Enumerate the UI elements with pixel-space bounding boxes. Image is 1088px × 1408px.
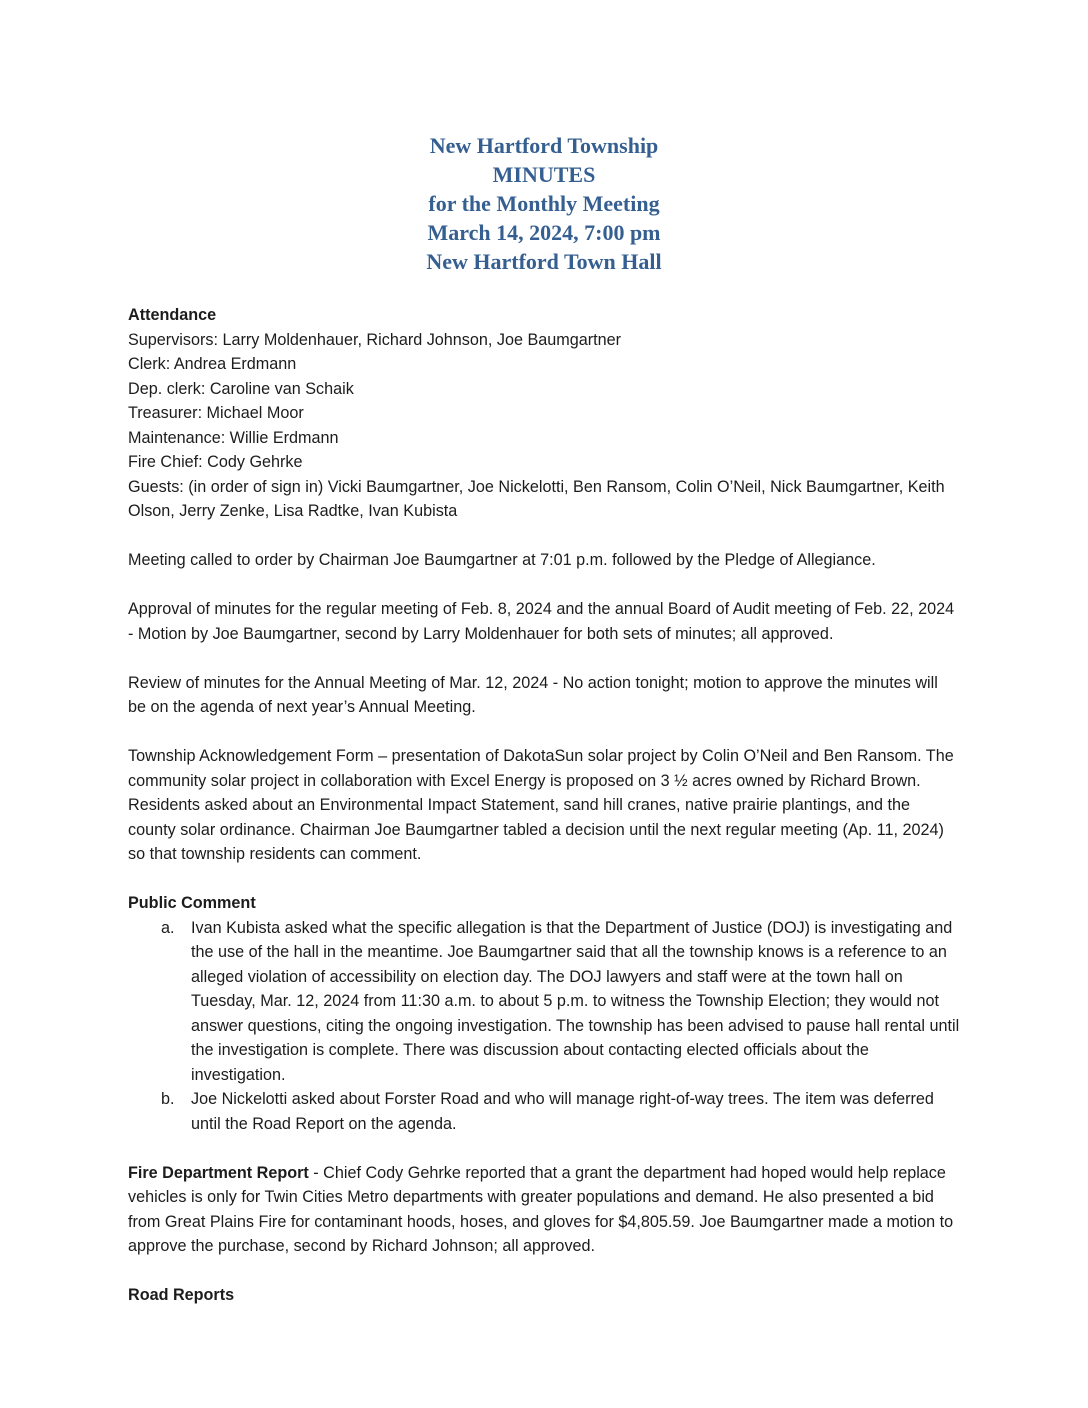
public-comment-item-a: [161, 916, 960, 1088]
attendance-guests: Guests: (in order of sign in) Vicki Baumgartner, Joe Nickelotti, Ben Ransom, Colin O’Neil, Nick Baumgartner, Keith Olson, Jerry Zenke, Lisa Radtke, Ivan Kubista: [128, 477, 945, 520]
public-comment-item-b: [161, 1087, 960, 1136]
list-item-text: Ivan Kubista asked what the specific allegation is that the Department of Justice (DOJ) is investigating and the use of the hall in the meantime. Joe Baumgartner said that all the township knows is a reference to an alleged violation of accessibility on election day. The DOJ lawyers and staff were at the town hall on Tuesday, Mar. 12, 2024 from 11:30 a.m. to about 5 p.m. to witness the Township Election; they would not answer questions, citing the ongoing investigation. The township has been advised to pause hall rental until the investigation is complete. There was discussion about contacting elected officials about the investigation.: [191, 918, 960, 1084]
title-line-meeting-type: for the Monthly Meeting: [428, 191, 660, 216]
paragraph-meeting-called: Meeting called to order by Chairman Joe Baumgartner at 7:01 p.m. followed by the Pledge of Allegiance.: [128, 551, 876, 569]
road-reports-heading: Road Reports: [128, 1286, 235, 1304]
attendance-section: [128, 303, 960, 524]
attendance-deputy-clerk: Dep. clerk: Caroline van Schaik: [128, 379, 354, 398]
attendance-maintenance: Maintenance: Willie Erdmann: [128, 428, 339, 447]
attendance-heading: Attendance: [128, 306, 217, 324]
title-line-org: New Hartford Township: [429, 133, 659, 158]
attendance-treasurer: Treasurer: Michael Moor: [128, 404, 304, 422]
fire-report-text: - Chief Cody Gehrke reported that a grant the department had hoped would help replace vehicles is only for Twin Cities Metro departments with greater populations and demand. He also presented a bid from Great Plains Fire for contaminant hoods, hoses, and gloves for $4,805.59. Joe Baumgartner made a motion to approve the purchase, second by Richard Johnson; all approved.: [128, 1163, 954, 1255]
title-line-location: New Hartford Town Hall: [426, 249, 662, 274]
attendance-fire-chief: Fire Chief: Cody Gehrke: [128, 453, 303, 471]
list-marker: a.: [161, 918, 175, 937]
paragraph-minutes-approval: Approval of minutes for the regular meeting of Feb. 8, 2024 and the annual Board of Audit meeting of Feb. 22, 2024 - Motion by Joe Baumgartner, second by Larry Moldenhauer for both sets of minutes; all approved.: [128, 600, 955, 643]
paragraph-annual-review: Review of minutes for the Annual Meeting of Mar. 12, 2024 - No action tonight; motion to approve the minutes will be on the agenda of next year’s Annual Meeting.: [128, 673, 938, 716]
title-line-minutes: MINUTES: [492, 162, 596, 187]
paragraph-fire-department-report: [128, 1161, 960, 1259]
attendance-clerk: Clerk: Andrea Erdmann: [128, 355, 297, 373]
list-item-text: Joe Nickelotti asked about Forster Road and who will manage right-of-way trees. The item was deferred until the Road Report on the agenda.: [191, 1090, 934, 1133]
document-title: [128, 131, 960, 276]
paragraph-township-acknowledgement: Township Acknowledgement Form – presentation of DakotaSun solar project by Colin O’Neil and Ben Ransom. The community solar project in collaboration with Excel Energy is proposed on 3 ½ acres owned by Richard Brown. Residents asked about an Environmental Impact Statement, sand hill cranes, native prairie plantings, and the county solar ordinance. Chairman Joe Baumgartner tabled a decision until the next regular meeting (Ap. 11, 2024) so that township residents can comment.: [128, 747, 954, 863]
fire-report-heading: Fire Department Report: [128, 1163, 309, 1182]
attendance-supervisors: Supervisors: Larry Moldenhauer, Richard Johnson, Joe Baumgartner: [128, 330, 622, 349]
title-line-datetime: March 14, 2024, 7:00 pm: [427, 220, 661, 245]
public-comment-heading: Public Comment: [128, 894, 256, 912]
public-comment-section: [128, 891, 960, 1136]
list-marker: b.: [161, 1090, 175, 1108]
